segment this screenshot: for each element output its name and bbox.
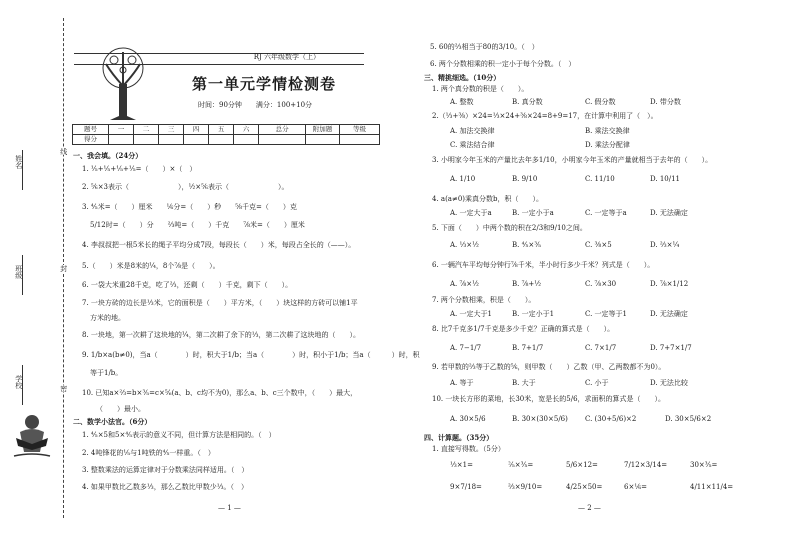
section-fill-in: 一、我会填。（24分） [73,151,143,160]
score-cell: 五 [209,125,234,135]
choice-5-c[interactable]: C. ⅜×5 [585,241,612,249]
calc-item[interactable]: ⅖×⅗= [508,461,534,469]
score-input[interactable] [209,135,234,145]
judge-4[interactable]: 4. 如果甲数比乙数多⅓，那么乙数比甲数少⅓。（ ） [82,483,248,491]
score-cell: 总分 [259,125,306,135]
score-cell: 二 [134,125,159,135]
choice-2-a[interactable]: A. 加法交换律 [450,127,495,135]
choice-7-a[interactable]: A. 一定大于1 [450,310,492,318]
choice-3-a[interactable]: A. 1/10 [450,175,476,183]
score-input[interactable] [134,135,159,145]
choice-4-a[interactable]: A. 一定大于a [450,209,492,217]
question-10a[interactable]: 10. 已知a×⅔=b×⅗=c×⁵⁄₆(a、b、c均不为0)，那么a、b、c三个数中，（ ）最大， [82,389,358,397]
score-input[interactable] [340,135,380,145]
choice-7: 7. 两个分数相乘，积是（ ）。 [432,296,536,304]
choice-4-d[interactable]: D. 无法确定 [650,209,688,217]
choice-3-b[interactable]: B. 9/10 [512,175,538,183]
choice-5-d[interactable]: D. ⅔×¼ [650,241,680,249]
question-1[interactable]: 1. ⅕+⅕+⅕+⅕=（ ）×（ ） [82,165,197,173]
question-9b: 等于1/b。 [90,369,123,377]
choice-9-c[interactable]: C. 小于 [585,379,609,387]
calc-item[interactable]: 30×⅗= [690,461,718,469]
question-4[interactable]: 4. 李叔叔把一根5米长的绳子平均分成7段，每段长（ ）米，每段占全长的（——）。 [82,241,356,249]
section-calculate: 四、计算题。（35分） [424,433,494,442]
question-10b[interactable]: （ ）最小。 [96,405,145,413]
score-cell: 六 [234,125,259,135]
choice-9-b[interactable]: B. 大于 [512,379,536,387]
score-input[interactable] [184,135,209,145]
choice-9-a[interactable]: A. 等于 [450,379,474,387]
question-7a[interactable]: 7. 一块方砖的边长是⅓米，它的面积是（ ）平方米，（ ）块这样的方砖可以铺1平 [82,299,358,307]
calc-item[interactable]: 4/11×11/4= [690,483,734,491]
choice-7-d[interactable]: D. 无法确定 [650,310,688,318]
section-judge: 二、数学小法官。（6分） [73,417,152,426]
reading-child-icon [10,408,54,460]
score-input[interactable] [306,135,340,145]
choice-9-d[interactable]: D. 无法比较 [650,379,688,387]
score-input[interactable] [159,135,184,145]
judge-5[interactable]: 5. 60的⅔相当于80的3/10。（ ） [430,43,539,51]
score-cell: 一 [109,125,134,135]
question-6[interactable]: 6. 一袋大米重28千克，吃了⅔，还剩（ ）千克，剩下（ ）。 [82,281,293,289]
choice-1-c[interactable]: C. 假分数 [585,98,616,106]
score-value-row [73,135,380,145]
question-7b: 方米的地。 [90,314,125,322]
score-cell: 等级 [340,125,380,135]
choice-9: 9. 若甲数的⅔等于乙数的⅚，则甲数（ ）乙数（甲、乙两数都不为0）。 [432,363,666,371]
section-choose: 三、精挑细选。（10分） [424,73,501,82]
choice-7-c[interactable]: C. 一定等于1 [585,310,628,318]
choice-10-d[interactable]: D. 30×5/6×2 [665,415,712,423]
score-input[interactable] [234,135,259,145]
choice-10-b[interactable]: B. 30×(30×5/6) [512,415,568,423]
calc-item[interactable]: ⅔×9/10= [508,483,543,491]
question-5[interactable]: 5.（ ）米是8米的¼，8个⅞是（ ）。 [82,262,220,270]
question-2[interactable]: 2. ⅚×3表示（ ），½×⅚表示（ ）。 [82,183,289,191]
choice-2-d[interactable]: D. 乘法分配律 [585,141,630,149]
question-8[interactable]: 8. 一块地，第一次耕了这块地的¼，第二次耕了余下的⅓，第二次耕了这块地的（ ）。 [82,331,360,339]
choice-8: 8. 比7千克多1/7千克是多少千克？正确的算式是（ ）。 [432,325,615,333]
calc-item[interactable]: 6×⅙= [624,483,647,491]
score-cell: 题号 [73,125,109,135]
choice-3-c[interactable]: C. 11/10 [585,175,615,183]
choice-8-c[interactable]: C. 7×1/7 [585,344,617,352]
calc-item[interactable]: ⅓×1= [450,461,473,469]
choice-2-b[interactable]: B. 乘法交换律 [585,127,630,135]
choice-8-d[interactable]: D. 7+7×1/7 [650,344,692,352]
banner-text: RJ 六年级数学（上） [253,53,320,61]
class-label: 班级 [14,265,23,279]
choice-4: 4. a(a≠0)乘真分数b，积（ ）。 [432,195,544,203]
judge-6[interactable]: 6. 两个分数相乘的积一定小于每个分数。（ ） [430,60,576,68]
choice-3: 3. 小明家今年玉米的产量比去年多1/10，小明家今年玉米的产量就相当于去年的（ ）。 [432,156,713,164]
calc-item[interactable]: 9×7/18= [450,483,482,491]
choice-6-b[interactable]: B. ⅞+½ [512,280,542,288]
judge-1[interactable]: 1. ⅘×5和5×⅘表示的意义不同，但计算方法是相同的。（ ） [82,431,276,439]
score-cell: 四 [184,125,209,135]
question-9a[interactable]: 9. 1/b×a(b≠0)，当a（ ）时，积大于1/b；当a（ ）时，积小于1/b；当a（ ）时，积 [82,351,420,359]
choice-4-c[interactable]: C. 一定等于a [585,209,627,217]
page-number-1: — 1 — [218,504,241,512]
choice-4-b[interactable]: B. 一定小于a [512,209,554,217]
time-score-line: 时间：90分钟 满分：100+10分 [198,101,313,109]
name-underline[interactable] [22,150,23,190]
choice-10-c[interactable]: C. (30+5/6)×2 [585,415,637,423]
choice-6-d[interactable]: D. ⅞×1/12 [650,280,689,288]
choice-5: 5. 下面（ ）中两个数的积在2/3和9/10之间。 [432,224,587,232]
score-input[interactable] [109,135,134,145]
choice-8-b[interactable]: B. 7+1/7 [512,344,544,352]
choice-10-a[interactable]: A. 30×5/6 [450,415,486,423]
choice-2-c[interactable]: C. 乘法结合律 [450,141,495,149]
seal-dense-label: 密 [59,385,68,392]
choice-10: 10. 一块长方形的菜地，长30米，宽是长的5/6，求面积的算式是（ ）。 [432,395,666,403]
calc-item[interactable]: 7/12×3/14= [624,461,668,469]
question-3a[interactable]: 3. ⅘米=（ ）厘米 ⅙分=（ ）秒 ⅝千克=（ ）克 [82,203,297,211]
question-3b[interactable]: 5/12时=（ ）分 ⅔吨=（ ）千克 ⅞米=（ ）厘米 [90,221,305,229]
choice-8-a[interactable]: A. 7−1/7 [450,344,482,352]
calc-item[interactable]: 4/25×50= [566,483,603,491]
choice-1: 1. 两个真分数的积是（ ）。 [432,85,529,93]
page-title: 第一单元学情检测卷 [192,75,337,93]
binding-margin [0,0,70,541]
choice-5-b[interactable]: B. ⅘×⅗ [512,241,542,249]
judge-2[interactable]: 2. 4吨锋花的⅕与1吨铁的⅘一样重。（ ） [82,449,215,457]
score-cell: 得分 [73,135,109,145]
choice-5-a[interactable]: A. ⅓×½ [450,241,479,249]
judge-3[interactable]: 3. 整数乘法的运算定律对于分数乘法同样适用。（ ） [82,466,249,474]
choice-3-d[interactable]: D. 10/11 [650,175,680,183]
school-underline[interactable] [22,365,23,405]
school-label: 学校 [14,375,23,389]
choice-2: 2.（⅓+⅜）×24=⅓×24+⅜×24=8+9=17，在计算中利用了（ ）。 [432,112,658,120]
choice-1-b[interactable]: B. 真分数 [512,98,543,106]
seal-line-label: 线 [59,148,68,155]
choice-7-b[interactable]: B. 一定小于1 [512,310,555,318]
score-cell: 三 [159,125,184,135]
calc-instruction: 1. 直接写得数。（5分） [432,445,505,453]
choice-6-c[interactable]: C. ⅞×30 [585,280,617,288]
score-table [72,124,380,145]
page-number-2: — 2 — [578,504,601,512]
choice-6-a[interactable]: A. ⅞×½ [450,280,479,288]
choice-1-a[interactable]: A. 整数 [450,98,474,106]
choice-1-d[interactable]: D. 带分数 [650,98,681,106]
score-cell: 附加题 [306,125,340,135]
calc-item[interactable]: 5/6×12= [566,461,598,469]
seal-seal-label: 封 [59,265,68,272]
score-header-row [73,125,380,135]
class-underline[interactable] [22,255,23,295]
choice-6: 6. 一辆汽车平均每分钟行⅞千米，半小时行多少千米？列式是（ ）。 [432,261,655,269]
name-label: 姓名 [14,155,23,169]
grade-banner [74,53,364,65]
score-input[interactable] [259,135,306,145]
